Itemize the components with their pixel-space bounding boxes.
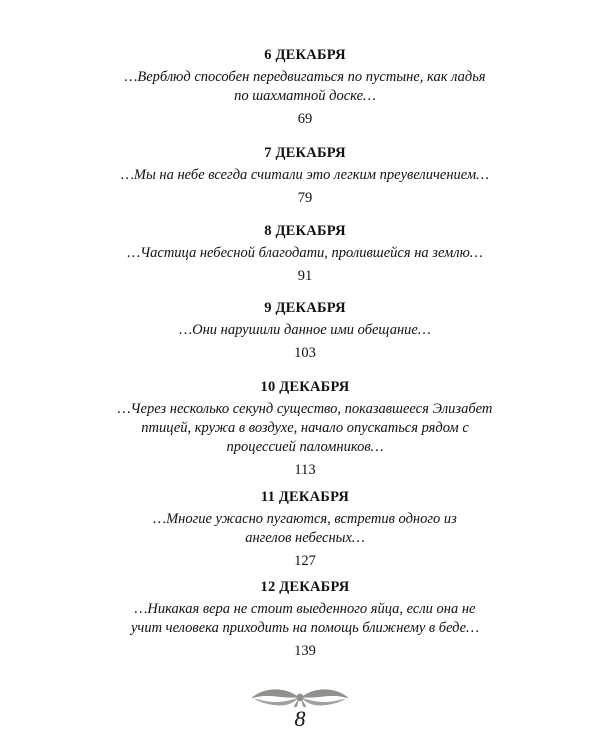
entry-page-number: 91 — [297, 268, 313, 284]
entry-page-number: 103 — [294, 345, 316, 361]
ribbon-bow-ornament-icon — [252, 686, 348, 708]
entry-date: 9 ДЕКАБРЯ — [264, 300, 346, 316]
entry-excerpt: …Частица небесной благодати, пролившейся на землю… — [127, 245, 483, 261]
toc-entry — [120, 46, 490, 128]
entry-excerpt: …Через несколько секунд существо, показавшееся Элизабет птицей, кружа в воздухе, начало опускаться рядом с процессией паломников… — [117, 401, 493, 455]
entry-page-number: 113 — [294, 462, 316, 478]
toc-entry — [118, 578, 492, 660]
page-footer — [0, 686, 600, 732]
entry-date: 6 ДЕКАБРЯ — [264, 47, 346, 63]
toc-entry — [120, 144, 490, 207]
entry-date: 8 ДЕКАБРЯ — [264, 223, 346, 239]
entry-page-number: 69 — [297, 111, 313, 127]
toc-entry — [120, 222, 490, 285]
entry-excerpt: …Многие ужасно пугаются, встретив одного из ангелов небесных… — [153, 511, 457, 546]
entry-date: 11 ДЕКАБРЯ — [260, 489, 350, 505]
entry-date: 7 ДЕКАБРЯ — [264, 145, 346, 161]
entry-excerpt: …Верблюд способен передвигаться по пустыне, как ладья по шахматной доске… — [124, 69, 486, 104]
toc-entry — [130, 488, 480, 570]
entry-excerpt: …Мы на небе всегда считали это легким преувеличением… — [120, 167, 489, 183]
entry-page-number: 79 — [297, 190, 313, 206]
entry-excerpt: …Никакая вера не стоит выеденного яйца, если она не учит человека приходить на помощь ближнему в беде… — [130, 601, 480, 636]
entry-date: 10 ДЕКАБРЯ — [260, 379, 350, 395]
entry-page-number: 127 — [294, 553, 316, 569]
entry-page-number: 139 — [294, 643, 316, 659]
entry-excerpt: …Они нарушили данное ими обещание… — [179, 322, 431, 338]
toc-entry — [120, 299, 490, 362]
toc-entry — [112, 378, 498, 479]
entry-date: 12 ДЕКАБРЯ — [260, 579, 350, 595]
page-number: 8 — [294, 706, 306, 731]
